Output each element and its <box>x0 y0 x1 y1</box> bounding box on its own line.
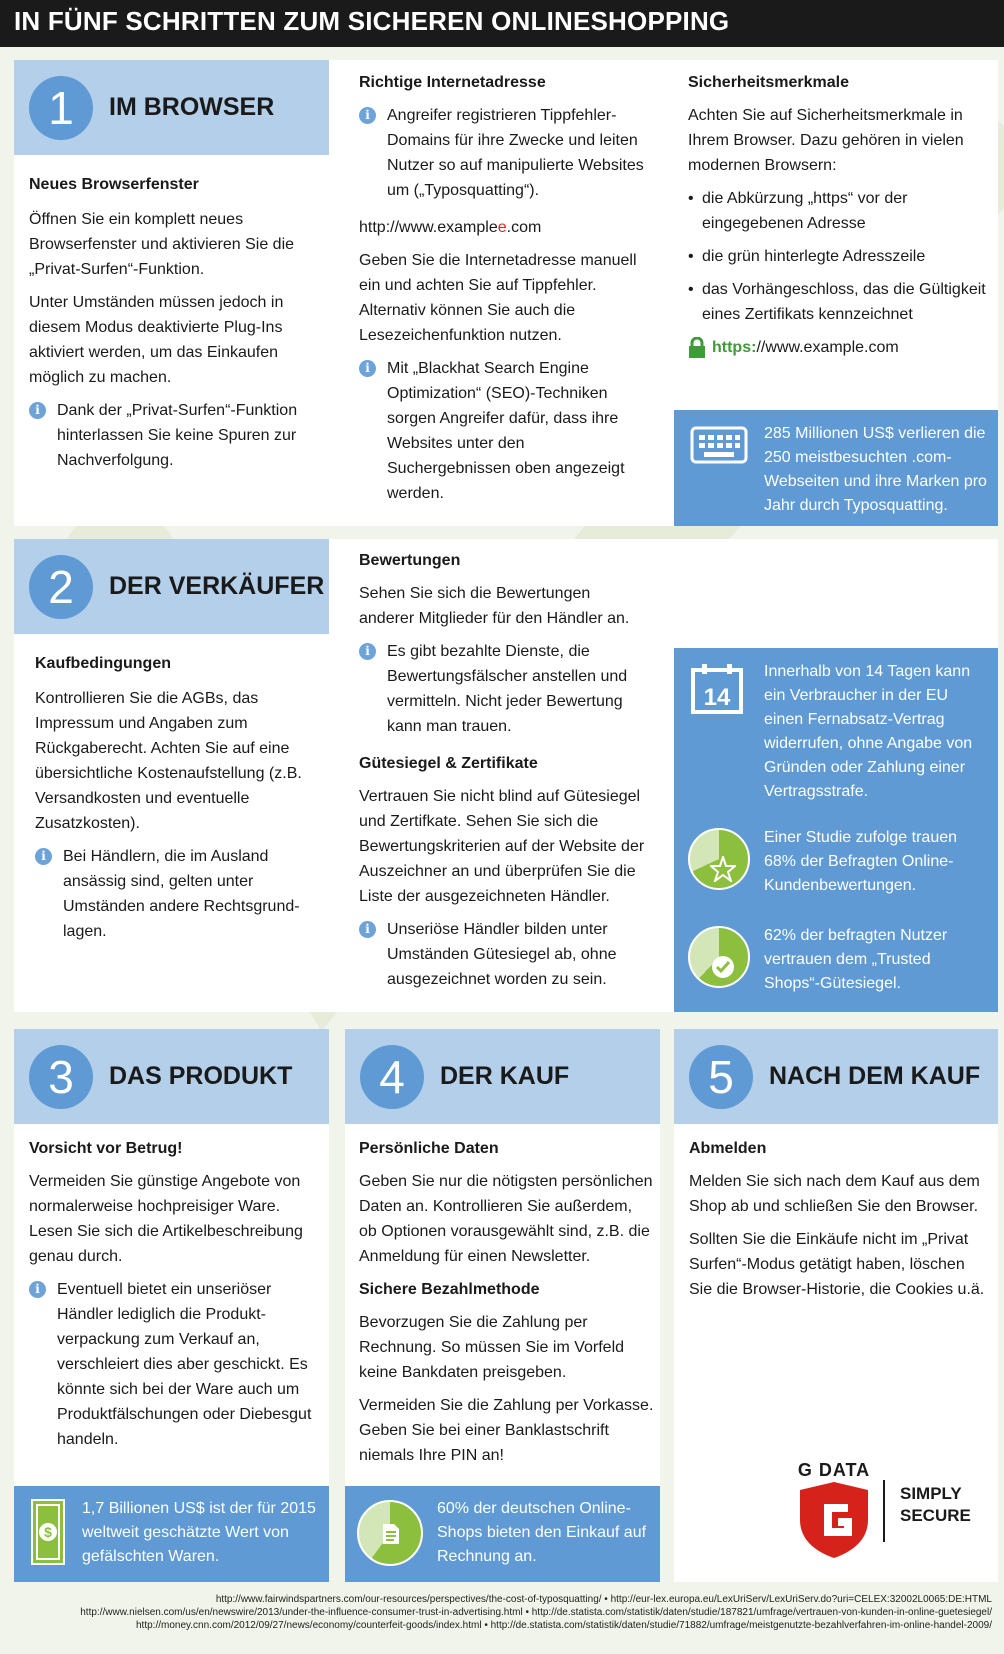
s3-column <box>29 1136 319 1452</box>
s4-p2: Bevorzugen Sie die Zahlung per Rechnung. So müssen Sie im Vorfeld keine Bankdaten preisgeben. <box>359 1314 625 1381</box>
info-icon: i <box>359 643 376 660</box>
s2-c1-heading: Kaufbedingungen <box>35 655 171 672</box>
calendar-number: 14 <box>703 684 731 711</box>
logo-divider <box>883 1480 885 1542</box>
s2-c2-p1: Sehen Sie sich die Bewertungen anderer Mitglieder für den Händler an. <box>359 585 630 627</box>
s1-stat-text: 285 Millionen US$ verlieren die 250 meistbesuchten .com-Webseiten und ihre Marken pro Jahr durch Typosquatting. <box>764 425 987 514</box>
list-item: • das Vorhängeschloss, das die Gültigkeit eines Zertifikats kennzeichnet <box>688 277 988 327</box>
section-3-header <box>14 1029 329 1124</box>
banknote-icon <box>30 1498 66 1566</box>
page-title: IN FÜNF SCHRITTEN ZUM SICHEREN ONLINESHOPPING <box>14 6 730 36</box>
star-icon <box>710 856 736 882</box>
s1-c3-heading: Sicherheitsmerkmale <box>688 74 849 91</box>
s2-c2-p2: Vertrauen Sie nicht blind auf Gütesiegel und Zertifkate. Sehen Sie sich die Bewertungskriterien auf der Website der Auszeichner an und überprüfen Sie die Liste der ausgezeichneten Händler. <box>359 788 645 905</box>
section-4-header <box>345 1029 660 1124</box>
footnotes <box>80 1593 992 1632</box>
shield-icon <box>798 1480 870 1560</box>
s3-stat-text: 1,7 Billionen US$ ist der für 2015 weltweit geschätzte Wert von gefälschten Waren. <box>82 1500 316 1565</box>
url-rest: //www.example.com <box>756 339 899 356</box>
section-5-title: NACH DEM KAUF <box>769 1062 981 1090</box>
s5-column <box>689 1136 989 1310</box>
s2-column-2 <box>359 548 649 992</box>
info-icon: i <box>29 402 46 419</box>
footnote-line: http://www.nielsen.com/us/en/newswire/2013/under-the-influence-consumer-trust-in-advertising.html • http://de.statista.com/statistik/daten/studie/187821/umfrage/vertrauen-von-kunden-in-online-guetesiegel/ <box>80 1607 992 1618</box>
s4-stat-box <box>345 1486 660 1582</box>
s2-c2-info2 <box>359 917 649 992</box>
logo-text: G DATA <box>797 1460 871 1480</box>
s4-p3: Vermeiden Sie die Zahlung per Vorkasse. Geben Sie bei einer Banklastschrift niemals Ihre PIN an! <box>359 1397 654 1464</box>
section-5-header <box>674 1029 998 1124</box>
s5-p2: Sollten Sie die Einkäufe nicht im „Privat Surfen“-Modus getätigt haben, löschen Sie die Browser-Historie, die Cookies u.ä. <box>689 1231 985 1298</box>
s4-heading1: Persönliche Daten <box>359 1140 499 1157</box>
s4-p1: Geben Sie nur die nötigsten persönlichen Daten an. Kontrollieren Sie außerdem, ob Optionen vorausgewählt sind, z.B. die Anmeldung für einen Newsletter. <box>359 1173 653 1265</box>
slogan <box>900 1483 971 1527</box>
s2-c2-heading2: Gütesiegel & Zertifikate <box>359 755 538 772</box>
s5-p1: Melden Sie sich nach dem Kauf aus dem Shop ab und schließen Sie den Browser. <box>689 1173 980 1215</box>
s1-c2-info2-text: Mit „Blackhat Search Engine Optimization“ (SEO)-Techniken sorgen Angreifer dafür, dass ihre Websites unter den Suchergebnissen oben angezeigt werden. <box>387 360 625 502</box>
s3-heading: Vorsicht vor Betrug! <box>29 1140 183 1157</box>
s2-c2-info2-text: Unseriöse Händler bilden unter Umständen Gütesiegel ab, ohne ausgezeichnet worden zu sein. <box>387 921 617 988</box>
s2-c1-info <box>35 844 317 944</box>
s1-c3-bullets <box>688 186 988 327</box>
s3-p1: Vermeiden Sie günstige Angebote von normalerweise hochpreisiger Ware. Lesen Sie sich die Artikelbeschreibung genau durch. <box>29 1173 303 1265</box>
s2-column-1 <box>35 651 317 944</box>
s3-info <box>29 1277 319 1452</box>
section-4-title: DER KAUF <box>440 1062 570 1090</box>
gdata-logo <box>795 1460 873 1560</box>
seal-check-icon <box>710 954 736 980</box>
s1-stat-box <box>674 410 998 526</box>
keyboard-icon <box>690 426 748 464</box>
section-2-header <box>14 539 329 634</box>
slogan-line-1: SIMPLY <box>900 1484 962 1503</box>
s2-stat3-text: 62% der befragten Nutzer vertrauen dem „Trusted Shops“-Gütesiegel. <box>764 927 948 992</box>
s2-c1-info-text: Bei Händlern, die im Ausland ansässig sind, gelten unter Umständen andere Rechtsgrund-lagen. <box>63 848 300 940</box>
title-bar <box>0 0 1004 47</box>
s1-c1-info-text: Dank der „Privat-Surfen“-Funktion hinterlassen Sie keine Spuren zur Nachverfolgung. <box>57 402 298 469</box>
svg-text:$: $ <box>44 1524 52 1540</box>
invoice-icon <box>381 1522 401 1546</box>
section-3-title: DAS PRODUKT <box>109 1062 293 1090</box>
s1-c1-info <box>29 398 314 473</box>
info-icon: i <box>359 107 376 124</box>
info-icon: i <box>29 1281 46 1298</box>
s1-column-2 <box>359 70 649 506</box>
s4-column <box>359 1136 654 1476</box>
info-icon: i <box>359 360 376 377</box>
step-number-5: 5 <box>689 1045 753 1109</box>
s1-c1-heading: Neues Browserfenster <box>29 176 199 193</box>
s2-stat2-text: Einer Studie zufolge trauen 68% der Befragten Online-Kundenbewertungen. <box>764 829 958 894</box>
s2-stat-box <box>674 648 998 1012</box>
s1-c2-info1-text: Angreifer registrieren Tippfehler-Domains für ihre Zwecke und leiten Nutzer so auf manipulierte Websites um („Typosquatting“). <box>387 107 644 199</box>
step-number-2: 2 <box>29 555 93 619</box>
section-2-title: DER VERKÄUFER <box>109 572 325 600</box>
s1-c1-p2: Unter Umständen müssen jedoch in diesem Modus deaktivierte Plug-Ins aktiviert werden, um das Einkaufen möglich zu machen. <box>29 294 284 386</box>
s1-c2-p1: Geben Sie die Internetadresse manuell ein und achten Sie auf Tippfehler. Alternativ können Sie auch die Lesezeichenfunktion nutzen. <box>359 252 637 344</box>
s1-c3-secure-url <box>688 335 988 360</box>
s1-c2-info1 <box>359 103 649 203</box>
s1-c2-info2 <box>359 356 649 506</box>
s3-stat-box <box>14 1486 329 1582</box>
s2-c1-p1: Kontrollieren Sie die AGBs, das Impressum und Angaben zum Rückgaberecht. Achten Sie auf eine übersichtliche Kostenaufstellung (z.B. Versandkosten und eventuelle Zusatzkosten). <box>35 690 302 832</box>
s1-c3-p1: Achten Sie auf Sicherheitsmerkmale in Ihrem Browser. Dazu gehören in vielen modernen Browsern: <box>688 107 964 174</box>
slogan-line-2: SECURE <box>900 1506 971 1525</box>
section-1-title: IM BROWSER <box>109 93 275 121</box>
s4-heading2: Sichere Bezahlmethode <box>359 1281 540 1298</box>
footnote-line: http://www.fairwindspartners.com/our-resources/perspectives/the-cost-of-typosquatting/ • http://eur-lex.europa.eu/LexUriServ/LexUriServ.do?uri=CELEX:32002L0065:DE:HTML <box>215 1594 992 1605</box>
s1-c1-p1: Öffnen Sie ein komplett neues Browserfenster und aktivieren Sie die „Privat-Surfen“-Funktion. <box>29 211 295 278</box>
s2-stat1-text: Innerhalb von 14 Tagen kann ein Verbraucher in der EU einen Fernabsatz-Vertrag widerrufen, ohne Angabe von Gründen oder Zahlung einer Vertragsstrafe. <box>764 663 973 800</box>
s1-c2-heading: Richtige Internetadresse <box>359 74 546 91</box>
padlock-icon <box>688 337 706 359</box>
step-number-1: 1 <box>29 76 93 140</box>
calendar-icon <box>690 662 744 714</box>
step-number-3: 3 <box>29 1045 93 1109</box>
step-number-4: 4 <box>360 1045 424 1109</box>
info-icon: i <box>359 921 376 938</box>
info-icon: i <box>35 848 52 865</box>
s5-heading: Abmelden <box>689 1140 767 1157</box>
list-item: • die Abkürzung „https“ vor der eingegebenen Adresse <box>688 186 988 236</box>
s1-c2-url <box>359 215 649 240</box>
list-item: • die grün hinterlegte Adresszeile <box>688 244 988 269</box>
https-label: https: <box>712 339 757 356</box>
url-part: http://www.example <box>359 219 498 236</box>
s4-stat-text: 60% der deutschen Online-Shops bieten den Einkauf auf Rechnung an. <box>437 1500 647 1565</box>
s1-column-1 <box>29 172 314 473</box>
footnote-line: http://money.cnn.com/2012/09/27/news/economy/counterfeit-goods/index.html • http://de.statista.com/statistik/daten/studie/71882/umfrage/meistgenutzte-bezahlverfahren-im-online-handel-2009/ <box>135 1620 992 1631</box>
url-part: .com <box>506 219 542 236</box>
s1-column-3 <box>688 70 988 368</box>
s2-c2-heading1: Bewertungen <box>359 552 461 569</box>
s2-c2-info1 <box>359 639 649 739</box>
url-typo-letter: e <box>497 219 507 236</box>
s2-c2-info1-text: Es gibt bezahlte Dienste, die Bewertungsfälscher anstellen und vermitteln. Nicht jeder Bewertung kann man trauen. <box>387 643 628 735</box>
section-1-header <box>14 60 329 155</box>
s3-info-text: Eventuell bietet ein unseriöser Händler lediglich die Produkt-verpackung zum Verkauf an, verschleiert dies aber geschickt. Es könnte sich bei der Ware auch um Produktfälschungen oder Diebesgut handeln. <box>57 1281 312 1448</box>
